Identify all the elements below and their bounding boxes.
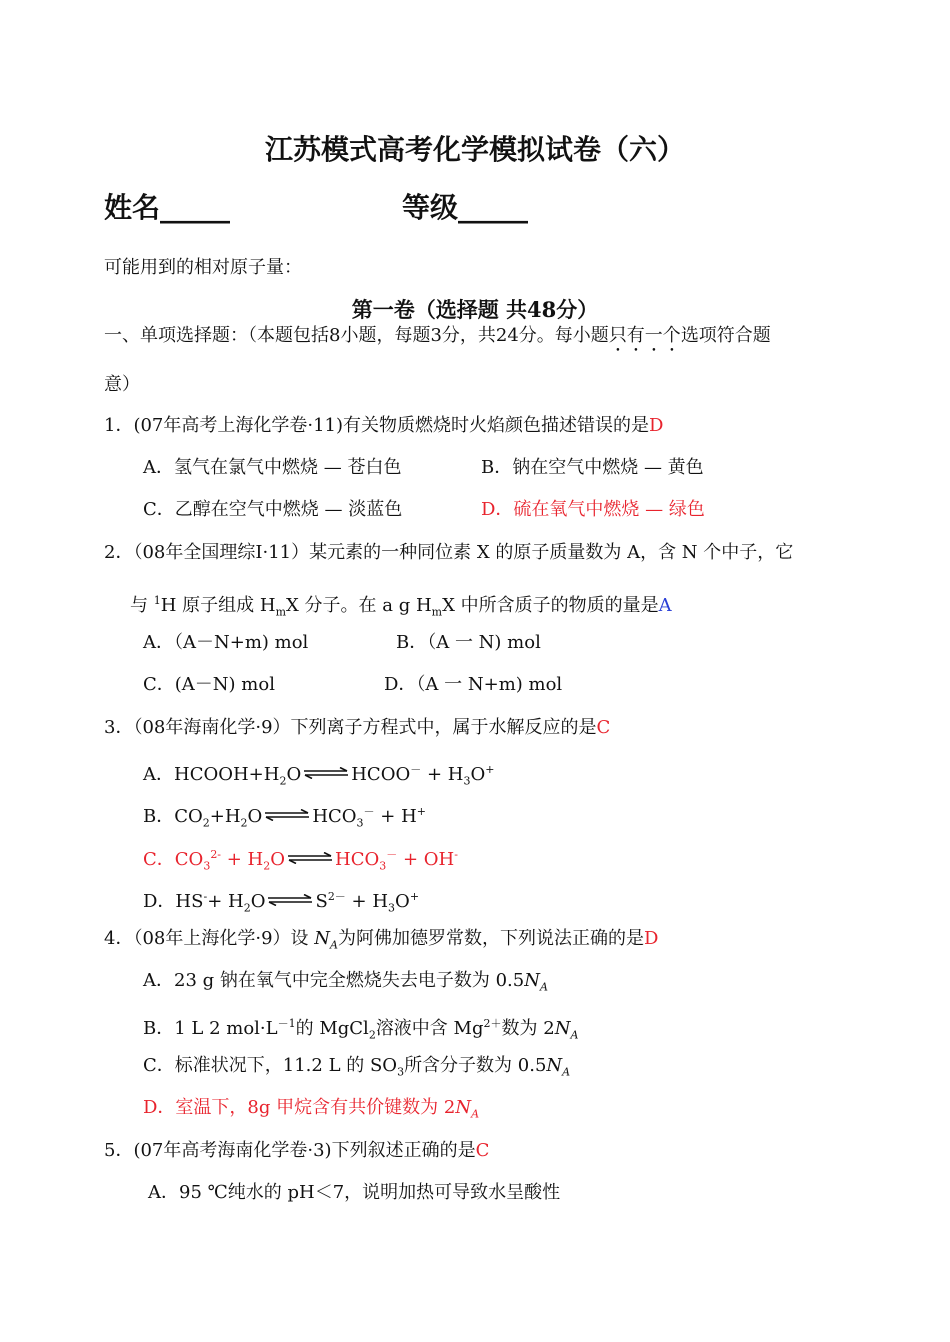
question-5-stem bbox=[104, 1139, 489, 1163]
equilibrium-arrow-icon bbox=[267, 894, 313, 906]
part1-intro bbox=[104, 324, 771, 356]
question-3-option-a bbox=[143, 758, 494, 794]
part1-intro-emphasis: 只有一个 bbox=[608, 325, 681, 346]
eq-text: O bbox=[250, 891, 266, 912]
q4-text: 的 MgCl bbox=[295, 1018, 369, 1039]
avogadro-symbol: N bbox=[546, 1055, 563, 1076]
q4-text: 溶液中含 Mg bbox=[375, 1018, 484, 1039]
q4-text: 数为 2 bbox=[501, 1018, 555, 1039]
eq-sup: - bbox=[454, 848, 458, 861]
question-4-option-b bbox=[143, 1012, 578, 1048]
eq-sub: 2 bbox=[243, 901, 251, 915]
avogadro-sub: A bbox=[570, 1028, 579, 1042]
question-4-option-c bbox=[143, 1054, 570, 1085]
eq-sup: 2－ bbox=[327, 890, 346, 903]
eq-sup: + bbox=[485, 763, 495, 776]
question-5-answer: C bbox=[475, 1140, 490, 1161]
avogadro-sub: A bbox=[330, 938, 338, 952]
eq-sub: 3 bbox=[356, 816, 364, 830]
q4-text: 所含分子数为 0.5 bbox=[404, 1055, 547, 1076]
question-1-option-b: B．钠在空气中燃烧 — 黄色 bbox=[481, 457, 704, 478]
eq-text: O bbox=[395, 891, 410, 912]
question-2-answer: A bbox=[658, 595, 672, 616]
question-4-stem bbox=[104, 927, 658, 958]
eq-sub: 3 bbox=[388, 901, 396, 915]
eq-text: HCO bbox=[312, 806, 357, 827]
q4-text: A．23 g 钠在氧气中完全燃烧失去电子数为 0.5 bbox=[143, 970, 525, 991]
eq-text: O bbox=[286, 764, 302, 785]
eq-text: S bbox=[315, 891, 328, 912]
eq-sup: + bbox=[409, 890, 420, 903]
question-3-option-c bbox=[143, 843, 458, 879]
question-1-stem bbox=[104, 414, 663, 438]
question-1-option-a: A．氢气在氯气中燃烧 — 苍白色 bbox=[143, 457, 402, 478]
eq-sup: + bbox=[416, 805, 426, 818]
eq-text: O bbox=[470, 764, 486, 785]
eq-sup: 2- bbox=[210, 848, 222, 861]
name-field-label: 姓名_____ bbox=[104, 191, 231, 224]
q2-text: 与 bbox=[130, 595, 154, 616]
question-3-stem bbox=[104, 716, 610, 740]
eq-text: HCOO bbox=[351, 764, 411, 785]
eq-sup: － bbox=[386, 848, 398, 861]
question-2-option-b: B．（A 一 N) mol bbox=[396, 632, 541, 653]
eq-text: C．CO bbox=[143, 849, 204, 870]
avogadro-sub: A bbox=[471, 1107, 480, 1121]
eq-sub: 2 bbox=[279, 774, 287, 788]
q4-sub: 2 bbox=[368, 1028, 376, 1042]
question-3-answer: C bbox=[596, 717, 611, 738]
q4-sup: －1 bbox=[277, 1017, 296, 1030]
page-title: 江苏模式高考化学模拟试卷（六） bbox=[264, 133, 685, 166]
question-2-stem-cont bbox=[130, 589, 672, 625]
q2-sub: m bbox=[431, 605, 443, 619]
q2-sup: 1 bbox=[153, 594, 161, 607]
grade-field-label: 等级_____ bbox=[402, 191, 529, 224]
question-2-option-d: D．（A 一 N+m) mol bbox=[384, 674, 563, 695]
eq-sub: 2 bbox=[240, 816, 248, 830]
q4-sub: 3 bbox=[397, 1065, 405, 1079]
question-2-stem: 2．（08年全国理综Ⅰ·11）某元素的一种同位素 X 的原子质量数为 A，含 N 个中子，它 bbox=[104, 542, 794, 563]
eq-sub: 2 bbox=[202, 816, 210, 830]
question-1-answer: D bbox=[649, 415, 664, 436]
part1-intro-text-end: 选项符合题 bbox=[680, 325, 771, 346]
eq-text: +H bbox=[209, 806, 241, 827]
avogadro-sub: A bbox=[562, 1065, 571, 1079]
part1-intro-text: 一、单项选择题：（本题包括8小题，每题3分，共24分。每小题 bbox=[104, 325, 609, 346]
eq-text: A．HCOOH+H bbox=[143, 764, 280, 785]
avogadro-sub: A bbox=[539, 980, 548, 994]
equilibrium-arrow-icon bbox=[303, 767, 349, 779]
equilibrium-arrow-icon bbox=[264, 809, 310, 821]
eq-text: + H bbox=[221, 849, 264, 870]
eq-text: + H bbox=[345, 891, 389, 912]
q2-text: H 原子组成 H bbox=[160, 595, 276, 616]
eq-sub: 3 bbox=[379, 859, 387, 873]
q4-text: C．标准状况下，11.2 L 的 SO bbox=[143, 1055, 398, 1076]
part1-intro-cont: 意） bbox=[104, 374, 140, 395]
question-4-answer: D bbox=[643, 928, 659, 949]
eq-sub: 3 bbox=[463, 774, 471, 788]
eq-sub: 3 bbox=[203, 859, 211, 873]
q4-text: B．1 L 2 mol·L bbox=[143, 1018, 278, 1039]
eq-text: + H bbox=[207, 891, 244, 912]
question-5-text: 5．(07年高考海南化学卷·3)下列叙述正确的是 bbox=[104, 1140, 476, 1161]
question-3-option-d bbox=[143, 885, 419, 921]
eq-text: O bbox=[270, 849, 286, 870]
eq-text: HCO bbox=[335, 849, 380, 870]
eq-text: D．HS bbox=[143, 891, 204, 912]
eq-sup: － bbox=[410, 763, 422, 776]
eq-text: + OH bbox=[397, 849, 455, 870]
atomic-mass-label: 可能用到的相对原子量： bbox=[104, 257, 302, 278]
question-1-option-d: D．硫在氧气中燃烧 — 绿色 bbox=[481, 499, 705, 520]
question-4-option-d bbox=[143, 1096, 479, 1127]
avogadro-symbol: N bbox=[314, 928, 331, 949]
q4-text: 为阿佛加德罗常数，下列说法正确的是 bbox=[337, 928, 644, 949]
eq-sub: 2 bbox=[263, 859, 271, 873]
avogadro-symbol: N bbox=[554, 1018, 571, 1039]
eq-sup: － bbox=[363, 805, 375, 818]
q4-sup: 2＋ bbox=[483, 1017, 502, 1030]
question-3-text: 3．（08年海南化学·9）下列离子方程式中，属于水解反应的是 bbox=[104, 717, 597, 738]
question-3-option-b bbox=[143, 800, 426, 836]
avogadro-symbol: N bbox=[455, 1097, 472, 1118]
eq-text: B．CO bbox=[143, 806, 203, 827]
eq-text: O bbox=[247, 806, 263, 827]
equilibrium-arrow-icon bbox=[287, 852, 333, 864]
question-2-option-c: C．(A－N) mol bbox=[143, 674, 275, 695]
eq-text: + H bbox=[374, 806, 417, 827]
question-4-option-a bbox=[143, 969, 548, 1000]
question-1-option-c: C．乙醇在空气中燃烧 — 淡蓝色 bbox=[143, 499, 403, 520]
q2-text: X 中所含质子的物质的量是 bbox=[442, 595, 659, 616]
question-5-option-a: A．95 ℃纯水的 pH＜7，说明加热可导致水呈酸性 bbox=[148, 1182, 561, 1203]
eq-text: + H bbox=[421, 764, 464, 785]
section-title: 第一卷（选择题 共48分） bbox=[351, 297, 599, 322]
q2-text: X 分子。在 a g H bbox=[286, 595, 432, 616]
q4-text: D．室温下，8g 甲烷含有共价键数为 2 bbox=[143, 1097, 456, 1118]
eq-sup: - bbox=[203, 890, 208, 903]
question-2-option-a: A．（A－N+m) mol bbox=[143, 632, 309, 653]
avogadro-symbol: N bbox=[524, 970, 540, 991]
question-1-text: 1．(07年高考上海化学卷·11)有关物质燃烧时火焰颜色描述错误的是 bbox=[104, 415, 650, 436]
q2-sub: m bbox=[275, 605, 287, 619]
q4-text: 4．（08年上海化学·9）设 bbox=[104, 928, 315, 949]
